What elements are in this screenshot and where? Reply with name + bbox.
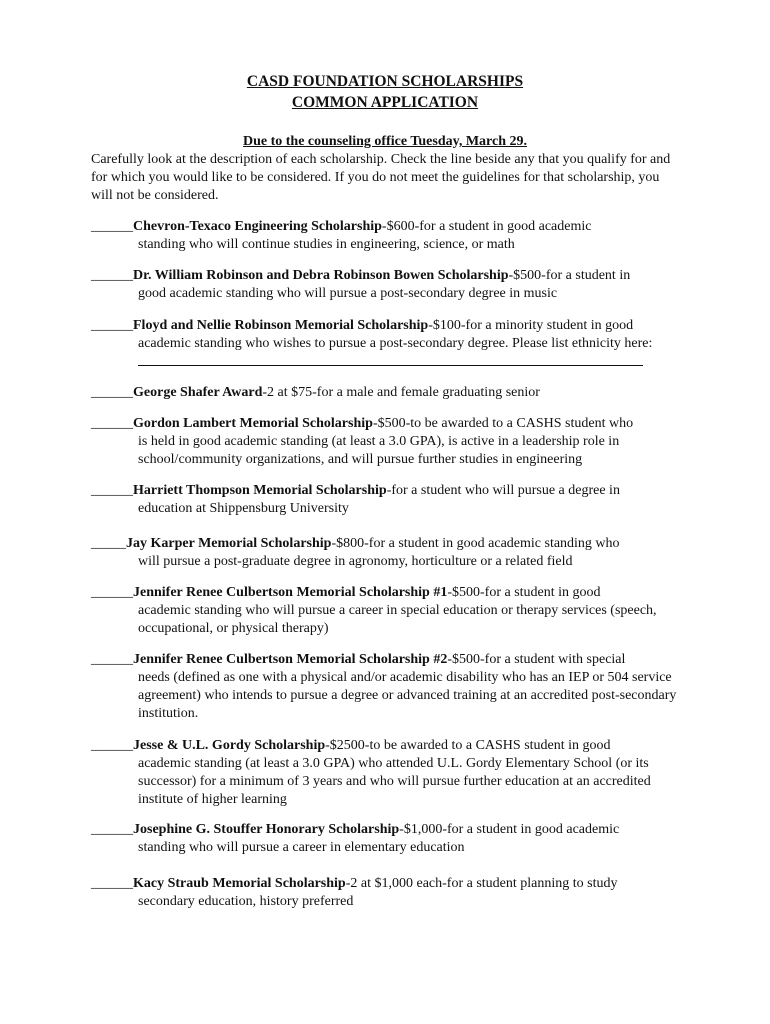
scholarship-item xyxy=(91,218,691,254)
document-title-line2: COMMON APPLICATION xyxy=(291,94,479,111)
scholarship-terms: -$100-for a minority student in good xyxy=(428,318,634,333)
scholarship-item xyxy=(91,737,691,809)
scholarship-item xyxy=(91,267,691,303)
due-date-line: Due to the counseling office Tuesday, March 29. xyxy=(242,134,528,149)
scholarship-item xyxy=(91,482,691,518)
scholarship-item xyxy=(91,584,691,638)
scholarship-description: academic standing who wishes to pursue a post-secondary degree. Please list ethnicity here: xyxy=(138,336,653,351)
checkbox-line[interactable]: ______ xyxy=(91,268,133,283)
scholarship-item xyxy=(91,651,691,723)
checkbox-line[interactable]: ______ xyxy=(91,652,133,667)
scholarship-description: is held in good academic standing (at least a 3.0 GPA), is active in a leadership role in school/community organizations, and will pursue further studies in engineering xyxy=(138,434,620,467)
scholarship-terms: -$500-to be awarded to a CASHS student who xyxy=(372,416,634,431)
scholarship-name: Jennifer Renee Culbertson Memorial Scholarship #2 xyxy=(133,652,448,667)
scholarship-terms: -$800-for a student in good academic standing who xyxy=(331,536,620,551)
scholarship-description: education at Shippensburg University xyxy=(138,501,349,516)
scholarship-name: Kacy Straub Memorial Scholarship xyxy=(133,876,346,891)
scholarship-name: Jay Karper Memorial Scholarship xyxy=(126,536,332,551)
scholarship-terms: -2 at $75-for a male and female graduating senior xyxy=(262,385,540,400)
scholarship-description: standing who will continue studies in engineering, science, or math xyxy=(138,237,515,252)
scholarship-item xyxy=(91,384,691,402)
scholarship-terms: -$1,000-for a student in good academic xyxy=(399,822,620,837)
scholarship-description: good academic standing who will pursue a post-secondary degree in music xyxy=(138,286,558,301)
scholarship-name: Dr. William Robinson and Debra Robinson Bowen Scholarship xyxy=(133,268,509,283)
ethnicity-input-line[interactable] xyxy=(138,353,643,366)
scholarship-terms: -$500-for a student with special xyxy=(447,652,626,667)
scholarship-item xyxy=(91,875,691,911)
scholarship-item xyxy=(91,317,691,372)
checkbox-line[interactable]: ______ xyxy=(91,822,133,837)
scholarship-terms: -$600-for a student in good academic xyxy=(381,219,592,234)
checkbox-line[interactable]: ______ xyxy=(91,318,133,333)
checkbox-line[interactable]: ______ xyxy=(91,585,133,600)
checkbox-line[interactable]: _____ xyxy=(91,536,126,551)
scholarship-item xyxy=(91,535,691,571)
scholarship-name: Gordon Lambert Memorial Scholarship xyxy=(133,416,373,431)
checkbox-line[interactable]: ______ xyxy=(91,219,133,234)
scholarship-description: will pursue a post-graduate degree in agronomy, horticulture or a related field xyxy=(138,554,573,569)
scholarship-terms: -$2500-to be awarded to a CASHS student in good xyxy=(325,738,611,753)
scholarship-item xyxy=(91,821,691,857)
scholarship-name: Jesse & U.L. Gordy Scholarship xyxy=(133,738,326,753)
checkbox-line[interactable]: ______ xyxy=(91,738,133,753)
scholarship-description: secondary education, history preferred xyxy=(138,894,354,909)
checkbox-line[interactable]: ______ xyxy=(91,876,133,891)
scholarship-description: academic standing (at least a 3.0 GPA) who attended U.L. Gordy Elementary School (or its successor) for a minimum of 3 years and who will pursue further education at an accredited institute of higher learning xyxy=(138,756,651,807)
scholarship-description: needs (defined as one with a physical and/or academic disability who has an IEP or 504 service agreement) who intends to pursue a degree or advanced training at an accredited post-secondary institution. xyxy=(138,670,677,721)
scholarship-name: Josephine G. Stouffer Honorary Scholarship xyxy=(133,822,400,837)
scholarship-terms: -for a student who will pursue a degree in xyxy=(386,483,620,498)
scholarship-name: Jennifer Renee Culbertson Memorial Scholarship #1 xyxy=(133,585,448,600)
scholarship-name: Harriett Thompson Memorial Scholarship xyxy=(133,483,387,498)
scholarship-terms: -$500-for a student in xyxy=(508,268,631,283)
checkbox-line[interactable]: ______ xyxy=(91,416,133,431)
checkbox-line[interactable]: ______ xyxy=(91,483,133,498)
instructions-paragraph: Carefully look at the description of each scholarship. Check the line beside any that you qualify for and for which you would like to be considered. If you do not meet the guidelines for that scholarship, you will not be considered. xyxy=(91,152,671,203)
scholarship-terms: -$500-for a student in good xyxy=(447,585,601,600)
scholarship-terms: -2 at $1,000 each-for a student planning to study xyxy=(345,876,618,891)
checkbox-line[interactable]: ______ xyxy=(91,385,133,400)
scholarship-description: standing who will pursue a career in elementary education xyxy=(138,840,465,855)
scholarship-name: Floyd and Nellie Robinson Memorial Scholarship xyxy=(133,318,429,333)
scholarship-name: Chevron-Texaco Engineering Scholarship xyxy=(133,219,382,234)
scholarship-item xyxy=(91,415,691,469)
scholarship-description: academic standing who will pursue a career in special education or therapy services (speech, occupational, or physical therapy) xyxy=(138,603,657,636)
scholarship-name: George Shafer Award xyxy=(133,385,263,400)
document-title-line1: CASD FOUNDATION SCHOLARSHIPS xyxy=(246,73,524,90)
